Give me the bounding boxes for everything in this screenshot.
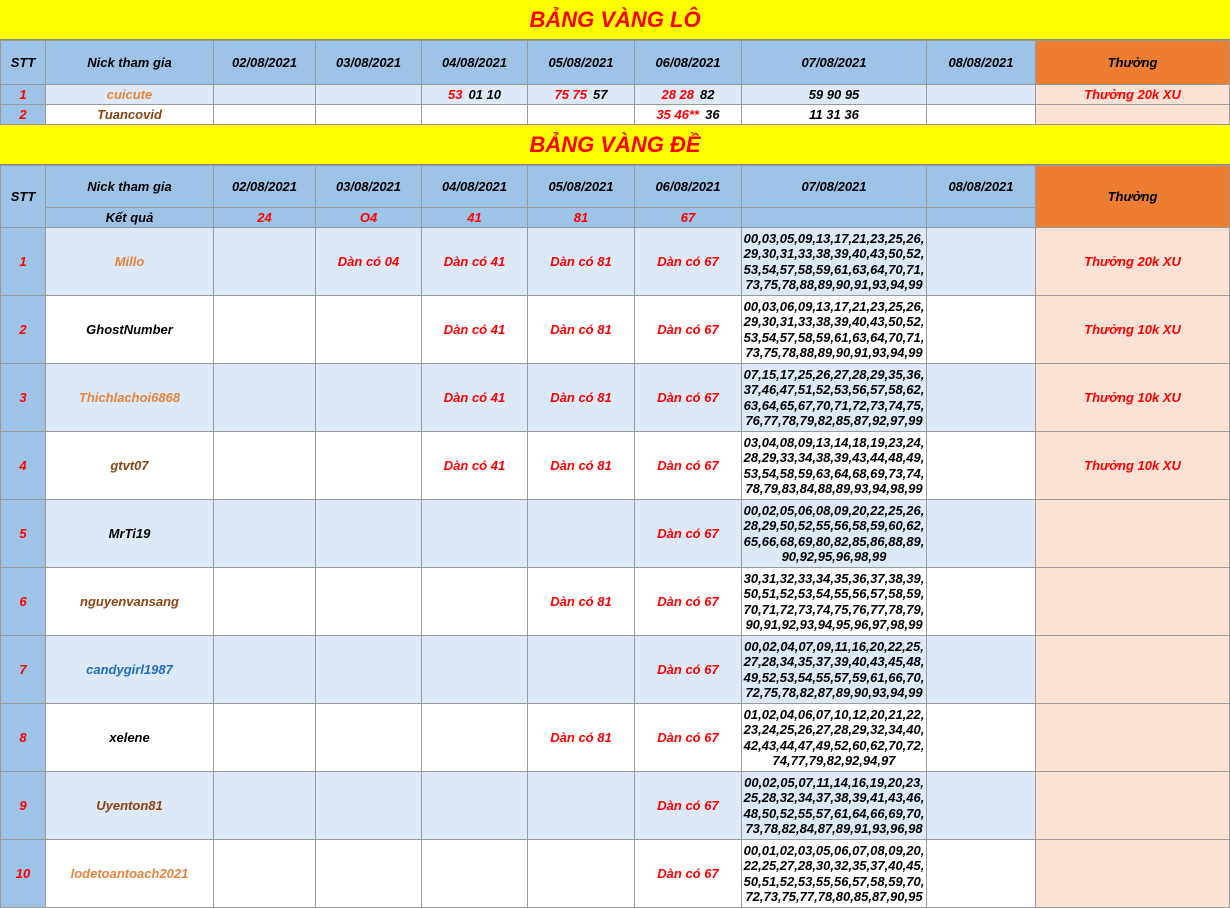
lo-pick-cell: 59 90 95 — [742, 85, 927, 105]
lo-pick-cell — [528, 85, 635, 105]
empty-cell — [214, 228, 316, 296]
col-header-stt: STT — [1, 166, 46, 228]
empty-cell — [316, 105, 422, 125]
de-header-row — [1, 166, 1230, 208]
col-header-date: 06/08/2021 — [635, 166, 742, 208]
de-pick-cell: Dàn có 67 — [635, 840, 742, 908]
lo-pick-cell: 11 31 36 — [742, 105, 927, 125]
lo-pick-miss: 36 — [705, 107, 720, 122]
empty-cell — [528, 105, 635, 125]
empty-cell — [927, 364, 1036, 432]
lo-pick-miss: 01 10 — [468, 87, 501, 102]
de-number-list: 00,02,04,07,09,11,16,20,22,25,27,28,34,35,37,39,40,43,45,48,49,52,53,54,55,57,59,61,66,70,72,75,78,82,87,89,90,93,94,99 — [742, 636, 927, 704]
de-pick-cell — [316, 636, 422, 704]
table-row — [1, 228, 1230, 296]
nick-name: gtvt07 — [46, 432, 214, 500]
row-stt: 6 — [1, 568, 46, 636]
nick-name: GhostNumber — [46, 296, 214, 364]
reward-cell — [1036, 636, 1230, 704]
col-header-date: 07/08/2021 — [742, 166, 927, 208]
de-pick-cell: Dàn có 41 — [422, 432, 528, 500]
table-row — [1, 105, 1230, 125]
de-pick-cell: Dàn có 67 — [635, 772, 742, 840]
de-pick-cell: Dàn có 81 — [528, 296, 635, 364]
de-pick-cell: Dàn có 81 — [528, 432, 635, 500]
de-pick-cell — [422, 704, 528, 772]
table-row — [1, 840, 1230, 908]
col-header-date: 06/08/2021 — [635, 41, 742, 85]
nick-name: nguyenvansang — [46, 568, 214, 636]
de-pick-cell: Dàn có 67 — [635, 228, 742, 296]
reward-cell: Thưởng 10k XU — [1036, 364, 1230, 432]
de-pick-cell — [528, 500, 635, 568]
de-pick-cell — [422, 568, 528, 636]
lo-pick-miss: 82 — [700, 87, 715, 102]
de-number-list: 07,15,17,25,26,27,28,29,35,36,37,46,47,51,52,53,56,57,58,62,63,64,65,67,70,71,72,73,74,75,76,77,78,79,82,85,87,92,97,99 — [742, 364, 927, 432]
de-number-list: 03,04,08,09,13,14,18,19,23,24,28,29,33,34,38,39,43,44,48,49,53,54,58,59,63,64,68,69,73,74,78,79,83,84,88,89,93,94,98,99 — [742, 432, 927, 500]
col-header-date: 03/08/2021 — [316, 41, 422, 85]
col-header-date: 04/08/2021 — [422, 41, 528, 85]
row-stt: 5 — [1, 500, 46, 568]
nick-name: Tuancovid — [46, 105, 214, 125]
nick-name: Uyenton81 — [46, 772, 214, 840]
reward-cell: Thưởng 20k XU — [1036, 85, 1230, 105]
empty-cell — [927, 704, 1036, 772]
reward-cell: Thưởng 20k XU — [1036, 228, 1230, 296]
empty-cell — [214, 772, 316, 840]
empty-cell — [214, 432, 316, 500]
de-pick-cell — [316, 432, 422, 500]
row-stt: 4 — [1, 432, 46, 500]
de-pick-cell: Dàn có 41 — [422, 296, 528, 364]
lo-header-row — [1, 41, 1230, 85]
lo-pick-cell — [422, 85, 528, 105]
de-pick-cell — [316, 772, 422, 840]
empty-cell — [927, 208, 1036, 228]
empty-cell — [214, 636, 316, 704]
col-header-date: 05/08/2021 — [528, 166, 635, 208]
empty-cell — [742, 208, 927, 228]
result-value: 81 — [528, 208, 635, 228]
col-header-reward: Thưởng — [1036, 41, 1230, 85]
de-pick-cell — [422, 500, 528, 568]
de-pick-cell: Dàn có 81 — [528, 704, 635, 772]
empty-cell — [316, 85, 422, 105]
de-pick-cell — [422, 840, 528, 908]
empty-cell — [214, 296, 316, 364]
table-row — [1, 568, 1230, 636]
col-header-date: 03/08/2021 — [316, 166, 422, 208]
row-stt: 2 — [1, 296, 46, 364]
lo-pick-hit: 28 28 — [661, 87, 695, 102]
row-stt: 3 — [1, 364, 46, 432]
reward-cell — [1036, 840, 1230, 908]
lo-pick-cell — [635, 85, 742, 105]
row-stt: 1 — [1, 228, 46, 296]
empty-cell — [214, 840, 316, 908]
row-stt: 2 — [1, 105, 46, 125]
lo-title-banner: BẢNG VÀNG LÔ — [0, 0, 1230, 40]
de-pick-cell: Dàn có 41 — [422, 364, 528, 432]
reward-cell — [1036, 772, 1230, 840]
table-row — [1, 500, 1230, 568]
col-header-nick: Nick tham gia — [46, 41, 214, 85]
nick-name: xelene — [46, 704, 214, 772]
de-pick-cell: Dàn có 81 — [528, 568, 635, 636]
empty-cell — [214, 568, 316, 636]
result-value: O4 — [316, 208, 422, 228]
de-number-list: 00,03,06,09,13,17,21,23,25,26,29,30,31,33,38,39,40,43,50,52,53,54,57,58,59,61,63,64,70,71,73,75,78,88,89,90,91,93,94,99 — [742, 296, 927, 364]
nick-name: candygirl1987 — [46, 636, 214, 704]
col-header-date: 07/08/2021 — [742, 41, 927, 85]
nick-name: Millo — [46, 228, 214, 296]
col-header-date: 08/08/2021 — [927, 41, 1036, 85]
de-pick-cell: Dàn có 81 — [528, 364, 635, 432]
de-number-list: 00,03,05,09,13,17,21,23,25,26,29,30,31,33,38,39,40,43,50,52,53,54,57,58,59,61,63,64,70,71,73,75,78,88,89,90,91,93,94,99 — [742, 228, 927, 296]
de-pick-cell: Dàn có 67 — [635, 364, 742, 432]
table-row — [1, 432, 1230, 500]
empty-cell — [927, 840, 1036, 908]
result-value: 67 — [635, 208, 742, 228]
empty-cell — [214, 85, 316, 105]
empty-cell — [214, 500, 316, 568]
de-pick-cell — [316, 704, 422, 772]
nick-name: Thichlachoi6868 — [46, 364, 214, 432]
col-header-stt: STT — [1, 41, 46, 85]
result-value: 41 — [422, 208, 528, 228]
row-stt: 9 — [1, 772, 46, 840]
col-header-date: 05/08/2021 — [528, 41, 635, 85]
empty-cell — [927, 105, 1036, 125]
empty-cell — [927, 228, 1036, 296]
lo-pick-hit: 53 — [447, 87, 463, 102]
table-row — [1, 772, 1230, 840]
de-pick-cell: Dàn có 41 — [422, 228, 528, 296]
col-header-date: 02/08/2021 — [214, 166, 316, 208]
reward-cell — [1036, 568, 1230, 636]
empty-cell — [927, 568, 1036, 636]
de-pick-cell: Dàn có 67 — [635, 704, 742, 772]
de-pick-cell — [316, 296, 422, 364]
de-pick-cell — [316, 568, 422, 636]
de-title-banner: BẢNG VÀNG ĐỀ — [0, 125, 1230, 165]
de-pick-cell: Dàn có 67 — [635, 500, 742, 568]
empty-cell — [927, 500, 1036, 568]
col-header-date: 08/08/2021 — [927, 166, 1036, 208]
empty-cell — [214, 704, 316, 772]
empty-cell — [927, 636, 1036, 704]
lo-pick-cell — [635, 105, 742, 125]
empty-cell — [214, 105, 316, 125]
de-pick-cell: Dàn có 67 — [635, 296, 742, 364]
de-number-list: 00,02,05,07,11,14,16,19,20,23,25,28,32,34,37,38,39,41,43,46,48,50,52,55,57,61,64,66,69,70,73,78,82,84,87,89,91,93,96,98 — [742, 772, 927, 840]
reward-cell: Thưởng 10k XU — [1036, 296, 1230, 364]
table-row — [1, 296, 1230, 364]
de-pick-cell — [316, 500, 422, 568]
de-number-list: 01,02,04,06,07,10,12,20,21,22,23,24,25,26,27,28,29,32,34,40,42,43,44,47,49,52,60,62,70,72,74,77,79,82,92,94,97 — [742, 704, 927, 772]
reward-cell — [1036, 105, 1230, 125]
empty-cell — [214, 364, 316, 432]
row-stt: 7 — [1, 636, 46, 704]
nick-name: MrTi19 — [46, 500, 214, 568]
nick-name: lodetoantoach2021 — [46, 840, 214, 908]
lo-pick-hit: 75 75 — [554, 87, 588, 102]
col-header-date: 04/08/2021 — [422, 166, 528, 208]
lo-table — [0, 40, 1230, 125]
de-pick-cell — [316, 364, 422, 432]
de-pick-cell: Dàn có 81 — [528, 228, 635, 296]
reward-cell — [1036, 704, 1230, 772]
de-pick-cell: Dàn có 67 — [635, 568, 742, 636]
de-pick-cell: Dàn có 67 — [635, 432, 742, 500]
de-body — [1, 228, 1230, 908]
empty-cell — [422, 105, 528, 125]
nick-name: cuicute — [46, 85, 214, 105]
result-label: Kết quả — [46, 208, 214, 228]
row-stt: 8 — [1, 704, 46, 772]
reward-cell: Thưởng 10k XU — [1036, 432, 1230, 500]
de-pick-cell — [316, 840, 422, 908]
de-pick-cell: Dàn có 04 — [316, 228, 422, 296]
de-number-list: 00,02,05,06,08,09,20,22,25,26,28,29,50,52,55,56,58,59,60,62,65,66,68,69,80,82,85,86,88,89,90,92,95,96,98,99 — [742, 500, 927, 568]
de-number-list: 30,31,32,33,34,35,36,37,38,39,50,51,52,53,54,55,56,57,58,59,70,71,72,73,74,75,76,77,78,79,90,91,92,93,94,95,96,97,98,99 — [742, 568, 927, 636]
table-row — [1, 636, 1230, 704]
empty-cell — [927, 432, 1036, 500]
result-value: 24 — [214, 208, 316, 228]
col-header-reward: Thưởng — [1036, 166, 1230, 228]
de-number-list: 00,01,02,03,05,06,07,08,09,20,22,25,27,28,30,32,35,37,40,45,50,51,52,53,55,56,57,58,59,70,72,73,75,77,78,80,85,87,90,95 — [742, 840, 927, 908]
table-row — [1, 85, 1230, 105]
de-pick-cell — [422, 636, 528, 704]
empty-cell — [927, 296, 1036, 364]
table-row — [1, 704, 1230, 772]
row-stt: 1 — [1, 85, 46, 105]
row-stt: 10 — [1, 840, 46, 908]
reward-cell — [1036, 500, 1230, 568]
de-pick-cell — [528, 772, 635, 840]
lo-pick-hit: 35 46** — [656, 107, 700, 122]
de-table — [0, 165, 1230, 908]
col-header-nick: Nick tham gia — [46, 166, 214, 208]
table-row — [1, 364, 1230, 432]
de-pick-cell — [422, 772, 528, 840]
lo-pick-miss: 57 — [593, 87, 608, 102]
empty-cell — [927, 85, 1036, 105]
empty-cell — [927, 772, 1036, 840]
col-header-date: 02/08/2021 — [214, 41, 316, 85]
de-pick-cell: Dàn có 67 — [635, 636, 742, 704]
de-pick-cell — [528, 636, 635, 704]
de-pick-cell — [528, 840, 635, 908]
